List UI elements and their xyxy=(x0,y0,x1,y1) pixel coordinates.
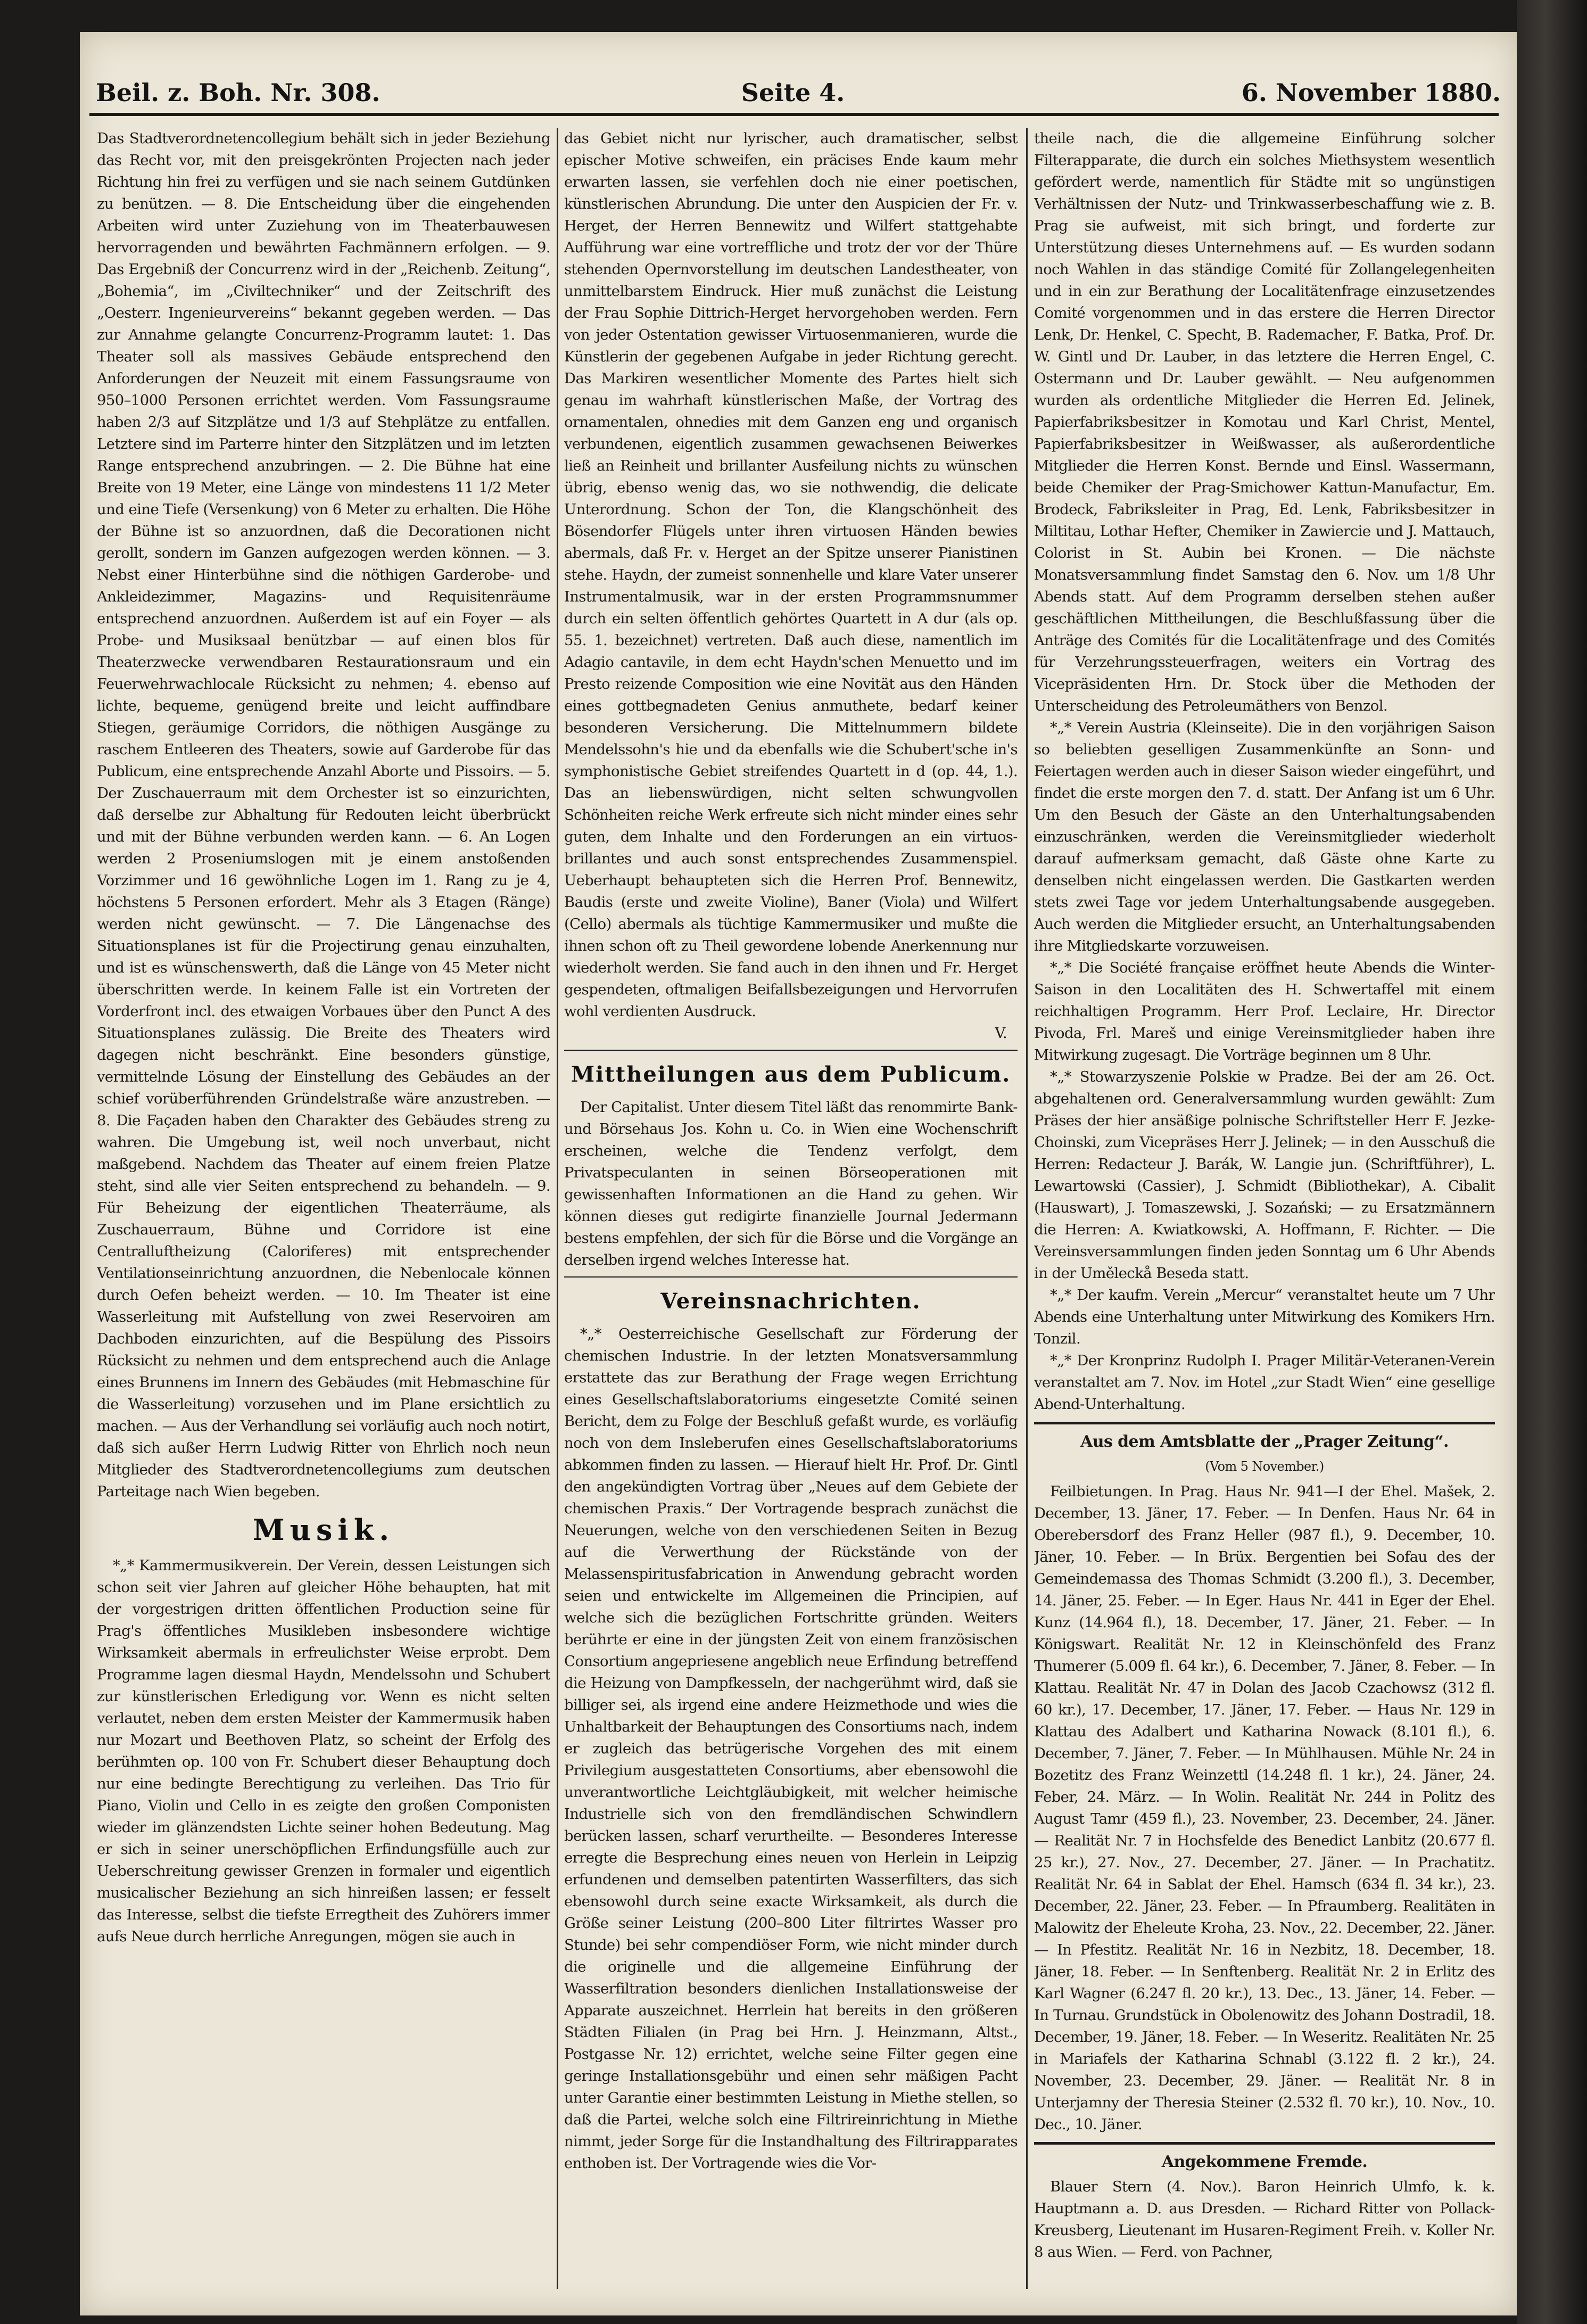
column-1 xyxy=(97,128,550,2300)
section-title-mittheilungen: Mittheilungen aus dem Publicum. xyxy=(571,1062,1011,1087)
section-title-fremde: Angekommene Fremde. xyxy=(1161,2153,1368,2171)
column-divider xyxy=(557,128,558,2289)
separator xyxy=(564,1050,1018,1051)
column-3 xyxy=(1034,128,1495,2300)
scan-edge xyxy=(1517,0,1587,2324)
amtsblatt-date: (Vom 5 November.) xyxy=(1205,1459,1324,1474)
column-divider xyxy=(1026,128,1028,2289)
separator xyxy=(1034,2142,1495,2145)
author-signature: V. xyxy=(995,1025,1007,1042)
page-header xyxy=(80,72,1506,109)
verein-austria-notice: *„* Verein Austria (Kleinseite). Die in den vorjährigen Saison so beliebten geselligen Zusammenkünfte an Sonn- und Feiertagen werden auch in dieser Saison wieder eingeführt, und findet die erste morgen den 7. d. statt. Der Anfang ist um 6 Uhr. Um den Besuch der Gäste an den Unterhaltungsabenden einzuschränken, werden die Vereinsmitglieder wiederholt darauf aufmerksam gemacht, daß Gäste ohne Karte zu denselben nicht eingelassen werden. Die Gastkarten werden stets zwei Tage vor jedem Unterhaltungsabende ausgegeben. Auch werden die Mitglieder ersucht, an Unterhaltungsabenden ihre Mitgliedskarte vorzuweisen. xyxy=(1034,719,1495,954)
polish-society-notice: *„* Stowarzyszenie Polskie w Pradze. Bei der am 26. Oct. abgehaltenen ord. Generalversammlung wurden gewählt: Zum Präses der hier ansäßige polnische Schriftsteller Herr F. Jezke-Choinski, zum Vicepräses Herr J. Jelinek; — in den Ausschuß die Herren: Redacteur J. Barák, W. Langie jun. (Schriftführer), L. Lewartowski (Cassier), J. Schmidt (Bibliothekar), A. Cibalit (Hauswart), J. Tomaszewski, J. Sozański; — zu Ersatzmännern die Herren: A. Kwiatkowski, A. Hoffmann, F. Richter. — Die Vereinsversammlungen finden jeden Sonntag um 6 Uhr Abends in der Uměleckå Beseda statt. xyxy=(1034,1068,1495,1282)
arrivals-list: Blauer Stern (4. Nov.). Baron Heinrich Ulmfo, k. k. Hauptmann a. D. aus Dresden. — Richard Ritter von Pollack-Kreusberg, Lieutenant im Husaren-Regiment Freih. v. Koller Nr. 8 aus Wien. — Ferd. von Pachner, xyxy=(1034,2178,1495,2261)
kammermusik-article: *„* Kammermusikverein. Der Verein, dessen Leistungen sich schon seit vier Jahren auf gleicher Höhe behaupten, hat mit der vorgestrigen dritten öffentlichen Production seine für Prag's öffentliches Musikleben insbesondere wichtige Wirksamkeit abermals in erfreulichster Weise erprobt. Dem Programme lagen diesmal Haydn, Mendelssohn und Schubert zur künstlerischen Erledigung vor. Wenn es nicht selten verlautet, neben dem ersten Meister der Kammermusik haben nur Mozart und Beethoven Platz, so scheint der Erfolg des berühmten op. 100 von Fr. Schubert dieser Behauptung doch nur eine bedingte Berechtigung zu verleihen. Das Trio für Piano, Violin und Cello in es zeigte den großen Componisten wieder im glänzendsten Lichte seiner hohen Bedeutung. Mag er sich in seiner unerschöpflichen Erfindungsfülle auch zur Ueberschreitung gewisser Grenzen in formaler und eigentlich musicalischer Beziehung an sich hinreißen lassen; er fesselt das Interesse, selbst die tiefste Erregtheit des Zuhörers immer aufs Neue durch herrliche Anregungen, mögen sie auch in xyxy=(97,1557,550,1945)
chemistry-society-article: *„* Oesterreichische Gesellschaft zur Förderung der chemischen Industrie. In der letzten Monatsversammlung erstattete das zur Berathung der Frage wegen Errichtung eines Gesellschaftslaboratoriums eingesetzte Comité seinen Bericht, dem zu Folge der Beschluß gefaßt wurde, es vorläufig noch von dem Insleberufen eines Gesellschaftslaboratoriums abkommen finden zu lassen. — Hierauf hielt Hr. Prof. Dr. Gintl den angekündigten Vortrag über „Neues auf dem Gebiete der chemischen Praxis.“ Der Vortragende besprach zunächst die Neuerungen, welche von den verschiedenen Seiten in Bezug auf die Verwerthung der Rückstände von der Melassenspiritusfabrication in Anwendung gebracht worden seien und entwickelte im Allgemeinen die Principien, auf welche sich die bezüglichen Fortschritte gründen. Weiters berührte er eine in der jüngsten Zeit von einem französischen Consortium angepriesene angeblich neue Erfindung betreffend die Heizung von Dampfkesseln, der nachgerühmt wird, daß sie billiger sei, als irgend eine andere Heizmethode und wies die Unhaltbarkeit der Behauptungen des Consortiums nach, indem er zugleich das betrügerische Vorgehen des mit einem Privilegium ausgestatteten Consortiums, aber ebensowohl die unverantwortliche Leichtgläubigkeit, mit welcher heimische Industrielle sich von den fremdländischen Schwindlern berücken lassen, scharf verurtheilte. — Besonderes Interesse erregte die Besprechung eines neuen von Herlein in Leipzig erfundenen und demselben patentirten Wasserfilters, das sich ebensowohl durch seine exacte Wirksamkeit, als durch die Größe seiner Leistung (200–800 Liter filtrirtes Wasser pro Stunde) bei sehr compendiöser Form, wie nicht minder durch die originelle und die allgemeine Einführung der Wasserfiltration besonders dienlichen Installationsweise der Apparate auszeichnet. Herrlein hat bereits in den größeren Städten Filialen (in Prag bei Hrn. J. Heinzmann, Altst., Postgasse Nr. 12) errichtet, welche seine Filter gegen eine geringe Installationsgebühr und einen sehr mäßigen Pacht unter Garantie einer bestimmten Leistung in Miethe stellen, so daß die Partei, welche solch eine Filtrireinrichtung in Miethe nimmt, jeder Sorge für die Instandhaltung des Filtrirapparates enthoben ist. Der Vortragende wies die Vor- xyxy=(564,1325,1018,2172)
issue-info: Beil. z. Boh. Nr. 308. xyxy=(96,78,381,107)
concert-review: das Gebiet nicht nur lyrischer, auch dramatischer, selbst epischer Motive schweifen, ein präcises Ende kaum mehr erwarten lassen, sie verfehlen doch nie einer poetischen, künstlerischen Abrundung. Die unter den Auspicien der Fr. v. Herget, der Herren Bennewitz und Wilfert stattgehabte Aufführung war eine vortreffliche und trotz der vor der Thüre stehenden Opernvorstellung im deutschen Landestheater, von unmittelbarstem Eindruck. Hier muß zunächst die Leistung der Frau Sophie Dittrich-Herget hervorgehoben werden. Fern von jeder Ostentation gewisser Virtuosenmanieren, wurde die Künstlerin der gegebenen Aufgabe in jeder Richtung gerecht. Das Markiren wesentlicher Momente des Partes hielt sich genau im wahrhaft künstlerischen Maße, der Vortrag des ornamentalen, ohnedies mit dem Ganzen eng und organisch verbundenen, eigentlich zusammen gewachsenen Beiwerkes ließ an Reinheit und brillanter Ausfeilung nichts zu wünschen übrig, ebenso wenig das, wo sie nothwendig, die delicate Unterordnung. Schon der Ton, die Klangschönheit des Bösendorfer Flügels unter ihren virtuosen Händen bewies abermals, daß Fr. v. Herget an der Spitze unserer Pianistinen stehe. Haydn, der zumeist sonnenhelle und klare Vater unserer Instrumentalmusik, war in der ersten Programmsnummer durch ein selten öffentlich gehörtes Quartett in A dur (als op. 55. 1. bezeichnet) vertreten. Daß auch diese, namentlich im Adagio cantavile, in dem echt Haydn'schen Menuetto und im Presto reizende Composition wie eine Novität aus den Händen eines gottbegnadeten Genius anmuthete, bedarf keiner besonderen Versicherung. Die Mittelnummern bildete Mendelssohn's hie und da ebenfalls wie die Schubert'sche in's symphonistische Gebiet streifendes Quartett in d (op. 44, 1.). Das an liebenswürdigen, nicht selten schwungvollen Schönheiten reiche Werk erfreute sich nicht minder eines sehr guten, dem Inhalte und den Forderungen an ein virtuos-brillantes und auch sonst entsprechendes Zusammenspiel. Ueberhaupt behaupteten sich die Herren Prof. Bennewitz, Baudis (erste und zweite Violine), Baner (Viola) und Wilfert (Cello) abermals als tüchtige Kammermusiker und mußte die ihnen schon oft zu Theil gewordene lobende Anerkennung nur wiederholt werden. Sie fand auch in den ihnen und Fr. Herget gespendeten, oftmaligen Beifallsbezeigungen und Hervorrufen wohl verdienten Ausdruck. xyxy=(564,130,1018,1020)
header-rule xyxy=(89,113,1499,116)
auction-listings: Feilbietungen. In Prag. Haus Nr. 941—I der Ehel. Mašek, 2. December, 13. Jäner, 17. Feber. — In Denfen. Haus Nr. 64 in Oberebersdorf des Franz Heller (987 fl.), 9. December, 10. Jäner, 10. Feber. — In Brüx. Bergentien bei Sofau des der Gemeindemassa des Thomas Schmidt (3.200 fl.), 3. December, 14. Jäner, 25. Feber. — In Eger. Haus Nr. 441 in Eger der Ehel. Kunz (14.964 fl.), 18. December, 17. Jäner, 21. Feber. — In Königswart. Realität Nr. 12 in Kleinschönfeld des Franz Thumerer (5.009 fl. 64 kr.), 6. December, 7. Jäner, 8. Feber. — In Klattau. Realität Nr. 47 in Dolan des Jacob Czachowsz (312 fl. 60 kr.), 17. December, 17. Jäner, 17. Feber. — Haus Nr. 129 in Klattau des Adalbert und Katharina Nowack (8.101 fl.), 6. December, 7. Jäner, 7. Feber. — In Mühlhausen. Mühle Nr. 24 in Bozetitz des Franz Weinzettl (14.248 fl. 1 kr.), 24. Jäner, 24. Feber, 24. März. — In Wolin. Realität Nr. 244 in Politz des August Tamr (459 fl.), 23. November, 23. December, 24. Jäner. — Realität Nr. 7 in Hochsfelde des Benedict Lanbitz (20.677 fl. 25 kr.), 27. Nov., 27. December, 27. Jäner. — In Prachatitz. Realität Nr. 64 in Sablat der Ehel. Hamsch (634 fl. 34 kr.), 23. December, 22. Jäner, 23. Feber. — In Pfraumberg. Realitäten in Malowitz der Eheleute Kroha, 23. Nov., 22. December, 22. Jäner. — In Pfestitz. Realität Nr. 16 in Nezbitz, 18. December, 18. Jäner, 18. Feber. — In Senftenberg. Realität Nr. 2 in Erlitz des Karl Wagner (6.247 fl. 20 kr.), 13. Dec., 13. Jäner, 14. Feber. — In Turnau. Grundstück in Obolenowitz des Johann Dostradil, 18. December, 19. Jäner, 18. Feber. — In Weseritz. Realitäten Nr. 25 in Mariafels der Katharina Schnabl (3.122 fl. 2 kr.), 24. November, 23. December, 29. Jäner. — Realität Nr. 8 in Unterjamny der Theresia Steiner (2.532 fl. 70 kr.), 10. Nov., 10. Dec., 10. Jäner. xyxy=(1034,1483,1495,2133)
column-2 xyxy=(564,128,1018,2300)
veterans-notice: *„* Der Kronprinz Rudolph I. Prager Militär-Veteranen-Verein veranstaltet am 7. Nov. im Hotel „zur Stadt Wien“ eine gesellige Abend-Unterhaltung. xyxy=(1034,1352,1495,1413)
chemistry-society-continued: theile nach, die die allgemeine Einführung solcher Filterapparate, die durch ein solches Miethsystem wesentlich gefördert werde, namentlich für Städte mit so ungünstigen Verhältnissen der Nutz- und Trinkwasserbeschaffung wie z. B. Prag sie aufweist, mit sich bringt, und forderte zur Unterstützung dieses Unternehmens auf. — Es wurden sodann noch Wahlen in das ständige Comité für Zollangelegenheiten und in ein zur Berathung der Localitätenfrage einzusetzendes Comité vorgenommen und in das erstere die Herren Director Lenk, Dr. Henkel, C. Specht, B. Rademacher, F. Batka, Prof. Dr. W. Gintl und Dr. Lauber, in das letztere die Herren Engel, C. Ostermann und Dr. Lauber gewählt. — Neu aufgenommen wurden als ordentliche Mitglieder die Herren Ed. Jelinek, Papierfabriksbesitzer in Komotau und Karl Christ, Mentel, Papierfabriksbesitzer in Weißwasser, als außerordentliche Mitglieder die Herren Konst. Bernde und Einsl. Wassermann, beide Chemiker der Prag-Smichower Kattun-Manufactur, Em. Brodeck, Fabriksleiter in Prag, Ed. Lenk, Fabriksbesitzer in Miltitau, Lothar Hefter, Chemiker in Zawiercie und J. Mattauch, Colorist in St. Aubin bei Kronen. — Die nächste Monatsversammlung findet Samstag den 6. Nov. um 1/8 Uhr Abends statt. Auf dem Programm derselben stehen außer geschäftlichen Mittheilungen, die Beschlußfassung über die Anträge des Comités für die Localitätenfrage und des Comités für Verzehrungssteuerfragen, weiters ein Vortrag des Vicepräsidenten Hrn. Dr. Stock über die Methoden der Unterscheidung des Petroleumäthers von Benzol. xyxy=(1034,130,1495,714)
societe-francaise-notice: *„* Die Société française eröffnet heute Abends die Winter-Saison in den Localitäten des H. Schwertaffel mit einem reichhaltigen Programm. Herr Prof. Leclaire, Hr. Director Pivoda, Frl. Mareš und einige Vereinsmitglieder haben ihre Mitwirkung zugesagt. Die Vorträge beginnen um 8 Uhr. xyxy=(1034,959,1495,1064)
section-title-amtsblatt: Aus dem Amtsblatte der „Prager Zeitung“. xyxy=(1080,1432,1449,1451)
mercur-notice: *„* Der kaufm. Verein „Mercur“ veranstaltet heute um 7 Uhr Abends eine Unterhaltung unter Mitwirkung des Komikers Hrn. Tonzil. xyxy=(1034,1287,1495,1347)
capitalist-notice: Der Capitalist. Unter diesem Titel läßt das renommirte Bank- und Börsehaus Jos. Kohn u. Co. in Wien eine Wochenschrift erscheinen, welche die Tendenz verfolgt, dem Privatspeculanten in seinen Börseoperationen mit gewissenhaften Informationen an die Hand zu gehen. Wir können dieses gut redigirte finanzielle Journal Jedermann bestens empfehlen, der sich für die Börse und die Vorgänge an derselben irgend welches Interesse hat. xyxy=(564,1099,1018,1268)
separator xyxy=(564,1276,1018,1278)
issue-date: 6. November 1880. xyxy=(1241,78,1501,107)
theater-program-article: Das Stadtverordnetencollegium behält sich in jeder Beziehung das Recht vor, mit den preisgekrönten Projecten nach jeder Richtung hin frei zu verfügen und sie nach seinem Gutdünken zu benützen. — 8. Die Entscheidung über die eingehenden Arbeiten wird unter Zuziehung von im Theaterbauwesen hervorragenden und bewährten Fachmännern erfolgen. — 9. Das Ergebniß der Concurrenz wird in der „Reichenb. Zeitung“, „Bohemia“, im „Civiltechniker“ und der Zeitschrift des „Oesterr. Ingenieurvereins“ bekannt gegeben werden. — Das zur Annahme gelangte Concurrenz-Programm lautet: 1. Das Theater soll als massives Gebäude entsprechend den Anforderungen der Neuzeit mit einem Fassungsraume von 950–1000 Personen errichtet werden. Vom Fassungsraume haben 2/3 auf Sitzplätze und 1/3 auf Stehplätze zu entfallen. Letztere sind im Parterre hinter den Sitzplätzen und im letzten Range entsprechend anzubringen. — 2. Die Bühne hat eine Breite von 19 Meter, eine Länge von mindestens 11 1/2 Meter und eine Tiefe (Versenkung) von 6 Meter zu erhalten. Die Höhe der Bühne ist so anzuordnen, daß die Decorationen nicht gerollt, sondern im Ganzen aufgezogen werden können. — 3. Nebst einer Hinterbühne sind die nöthigen Garderobe- und Ankleidezimmer, Magazins- und Requisitenräume entsprechend anzuordnen. Außerdem ist auf ein Foyer — als Probe- und Musiksaal benützbar — auf einen blos für Theaterzwecke verwendbaren Restaurationsraum und ein Feuerwehrwachlocale Rücksicht zu nehmen; 4. ebenso auf lichte, bequeme, genügend breite und leicht auffindbare Stiegen, geräumige Corridors, die nöthigen Ausgänge zu raschem Entleeren des Theaters, sowie auf Garderobe für das Publicum, eine entsprechende Anzahl Aborte und Pissoirs. — 5. Der Zuschauerraum mit dem Orchester ist so einzurichten, daß derselbe zur Abhaltung für Redouten leicht überbrückt und mit der Bühne verbunden werden kann. — 6. An Logen werden 2 Proseniumslogen mit je einem anstoßenden Vorzimmer und 16 gewöhnliche Logen im 1. Rang zu je 4, höchstens 5 Personen erfordert. Mehr als 3 Etagen (Ränge) werden nicht gewünscht. — 7. Die Längenachse des Situationsplanes ist für die Projectirung genau einzuhalten, und ist es wünschenswerth, daß die Länge von 45 Meter nicht überschritten werde. In keinem Falle ist ein Vortreten der Vorderfront incl. des etwaigen Vorbaues über den Punct A des Situationsplanes zulässig. Die Breite des Theaters wird dagegen nicht beschränkt. Eine besonders günstige, vermittelnde Lösung der Einstellung des Gebäudes an der schief vorüberführenden Gründelstraße wäre anzustreben. — 8. Die Façaden haben den Charakter des Gebäudes streng zu wahren. Die Umgebung ist, weil noch unverbaut, nicht maßgebend. Nachdem das Theater auf einem freien Platze steht, sind alle vier Seiten entsprechend zu behandeln. — 9. Für Beheizung der eigentlichen Theaterräume, als Zuschauerraum, Bühne und Corridore ist eine Centralluftheizung (Caloriferes) mit entsprechender Ventilationseinrichtung anzuordnen, die Nebenlocale können durch Oefen beheizt werden. — 10. Im Theater ist eine Wasserleitung mit Aufstellung von zwei Reservoiren am Dachboden einzurichten, auf die Bespülung des Pissoirs Rücksicht zu nehmen und dem entsprechend auch die Anlage eines Brunnens im Innern des Gebäudes (mit Hebmaschine für die Wasserleitung) vorzusehen und im Plane ersichtlich zu machen. — Aus der Verhandlung sei vorläufig auch noch notirt, daß sich außer Herrn Ludwig Ritter von Ehrlich noch neun Mitglieder des Stadtverordnetencollegiums zum deutschen Parteitage nach Wien begeben. xyxy=(97,130,550,1500)
section-title-musik: Musik. xyxy=(252,1513,395,1547)
separator xyxy=(1034,1422,1495,1424)
section-title-vereinsnachrichten: Vereinsnachrichten. xyxy=(660,1289,921,1314)
page-number: Seite 4. xyxy=(741,78,845,107)
